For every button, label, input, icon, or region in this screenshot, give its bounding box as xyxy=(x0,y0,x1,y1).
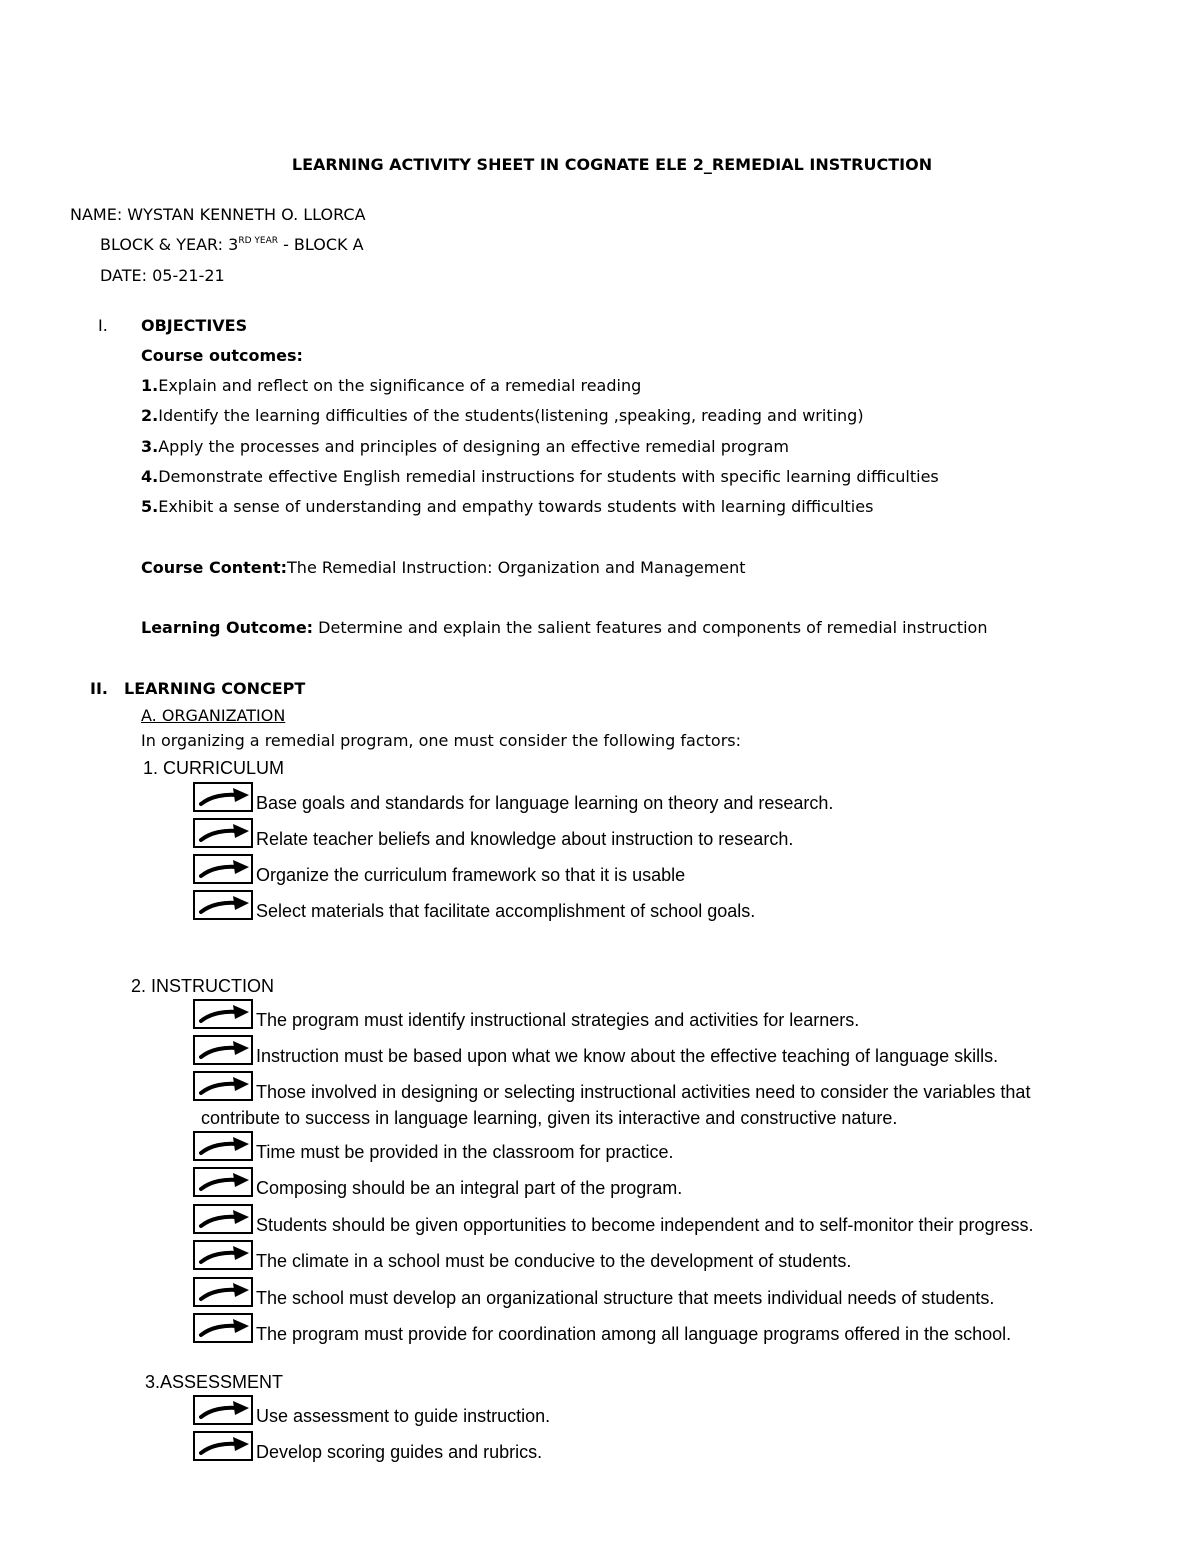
section-1-heading: OBJECTIVES xyxy=(141,316,248,335)
outcome-item: 3.Apply the processes and principles of designing an effective remedial program xyxy=(141,437,789,456)
bullet-text: Organize the curriculum framework so that it is usable xyxy=(256,865,686,885)
outcome-item: 5.Exhibit a sense of understanding and empathy towards students with learning difficulties xyxy=(141,497,874,516)
bullet-text: The program must identify instructional strategies and activities for learners. xyxy=(256,1010,860,1030)
bullet-text: Those involved in designing or selecting instructional activities need to consider the variables that xyxy=(256,1082,1031,1102)
learning-outcome-text: Determine and explain the salient features and components of remedial instruction xyxy=(313,618,988,637)
arrow-bullet-icon xyxy=(193,818,253,848)
arrow-bullet-icon xyxy=(193,1277,253,1307)
arrow-bullet-icon xyxy=(193,1431,253,1461)
arrow-icon xyxy=(197,858,251,882)
bullet-text: Base goals and standards for language learning on theory and research. xyxy=(256,793,834,813)
organization-subheading: A. ORGANIZATION xyxy=(141,706,286,725)
block-year-prefix: BLOCK & YEAR: 3 xyxy=(100,235,239,254)
date-line: DATE: 05-21-21 xyxy=(100,266,225,285)
arrow-bullet-icon xyxy=(193,1071,253,1101)
block-year-line xyxy=(100,235,364,254)
bullet-text: The school must develop an organizational structure that meets individual needs of students. xyxy=(256,1288,995,1308)
section-2-heading: LEARNING CONCEPT xyxy=(124,679,306,698)
section-2-numeral: II. xyxy=(90,679,108,698)
arrow-icon xyxy=(197,1135,251,1159)
arrow-bullet-icon xyxy=(193,1395,253,1425)
bullet-text: Composing should be an integral part of the program. xyxy=(256,1178,683,1198)
bullet-text: Relate teacher beliefs and knowledge about instruction to research. xyxy=(256,829,794,849)
arrow-icon xyxy=(197,1003,251,1027)
bullet-text: Students should be given opportunities to become independent and to self-monitor their progress. xyxy=(256,1215,1034,1235)
arrow-bullet-icon xyxy=(193,1313,253,1343)
arrow-bullet-icon xyxy=(193,890,253,920)
bullet-text: The climate in a school must be conducive to the development of students. xyxy=(256,1251,852,1271)
bullet-text: Use assessment to guide instruction. xyxy=(256,1406,551,1426)
arrow-bullet-icon xyxy=(193,1240,253,1270)
arrow-icon xyxy=(197,1208,251,1232)
assessment-heading: 3.ASSESSMENT xyxy=(145,1372,284,1392)
course-content-label: Course Content: xyxy=(141,558,288,577)
bullet-text: Instruction must be based upon what we know about the effective teaching of language skills. xyxy=(256,1046,999,1066)
outcome-item: 4.Demonstrate effective English remedial instructions for students with specific learning difficulties xyxy=(141,467,939,486)
learning-outcome-line xyxy=(141,618,987,637)
bullet-text: Develop scoring guides and rubrics. xyxy=(256,1442,543,1462)
arrow-icon xyxy=(197,1075,251,1099)
arrow-icon xyxy=(197,894,251,918)
arrow-icon xyxy=(197,786,251,810)
instruction-continuation: contribute to success in language learning, given its interactive and constructive nature. xyxy=(201,1108,898,1128)
bullet-text: Select materials that facilitate accomplishment of school goals. xyxy=(256,901,756,921)
course-content-line xyxy=(141,558,746,577)
arrow-icon xyxy=(197,1317,251,1341)
arrow-icon xyxy=(197,1399,251,1423)
block-year-suffix: - BLOCK A xyxy=(277,235,364,254)
section-1-numeral: I. xyxy=(98,316,108,335)
arrow-icon xyxy=(197,1244,251,1268)
document-title: LEARNING ACTIVITY SHEET IN COGNATE ELE 2_REMEDIAL INSTRUCTION xyxy=(291,155,933,174)
outcome-item: 1.Explain and reflect on the significance of a remedial reading xyxy=(141,376,642,395)
organization-intro: In organizing a remedial program, one must consider the following factors: xyxy=(141,731,742,750)
curriculum-heading: 1. CURRICULUM xyxy=(143,758,285,778)
block-year-superscript: RD YEAR xyxy=(238,236,278,246)
arrow-bullet-icon xyxy=(193,1167,253,1197)
arrow-bullet-icon xyxy=(193,854,253,884)
arrow-icon xyxy=(197,1171,251,1195)
arrow-bullet-icon xyxy=(193,1035,253,1065)
arrow-bullet-icon xyxy=(193,1204,253,1234)
arrow-icon xyxy=(197,1435,251,1459)
arrow-icon xyxy=(197,1281,251,1305)
course-content-text: The Remedial Instruction: Organization and Management xyxy=(287,558,746,577)
arrow-icon xyxy=(197,1039,251,1063)
name-line: NAME: WYSTAN KENNETH O. LLORCA xyxy=(70,205,366,224)
arrow-icon xyxy=(197,822,251,846)
learning-outcome-label: Learning Outcome: xyxy=(141,618,314,637)
outcome-item: 2.Identify the learning difficulties of the students(listening ,speaking, reading and writing) xyxy=(141,406,864,425)
arrow-bullet-icon xyxy=(193,999,253,1029)
bullet-text: Time must be provided in the classroom for practice. xyxy=(256,1142,674,1162)
arrow-bullet-icon xyxy=(193,782,253,812)
bullet-text: The program must provide for coordination among all language programs offered in the school. xyxy=(256,1324,1012,1344)
instruction-heading: 2. INSTRUCTION xyxy=(131,976,275,996)
course-outcomes-label: Course outcomes: xyxy=(141,346,303,365)
arrow-bullet-icon xyxy=(193,1131,253,1161)
